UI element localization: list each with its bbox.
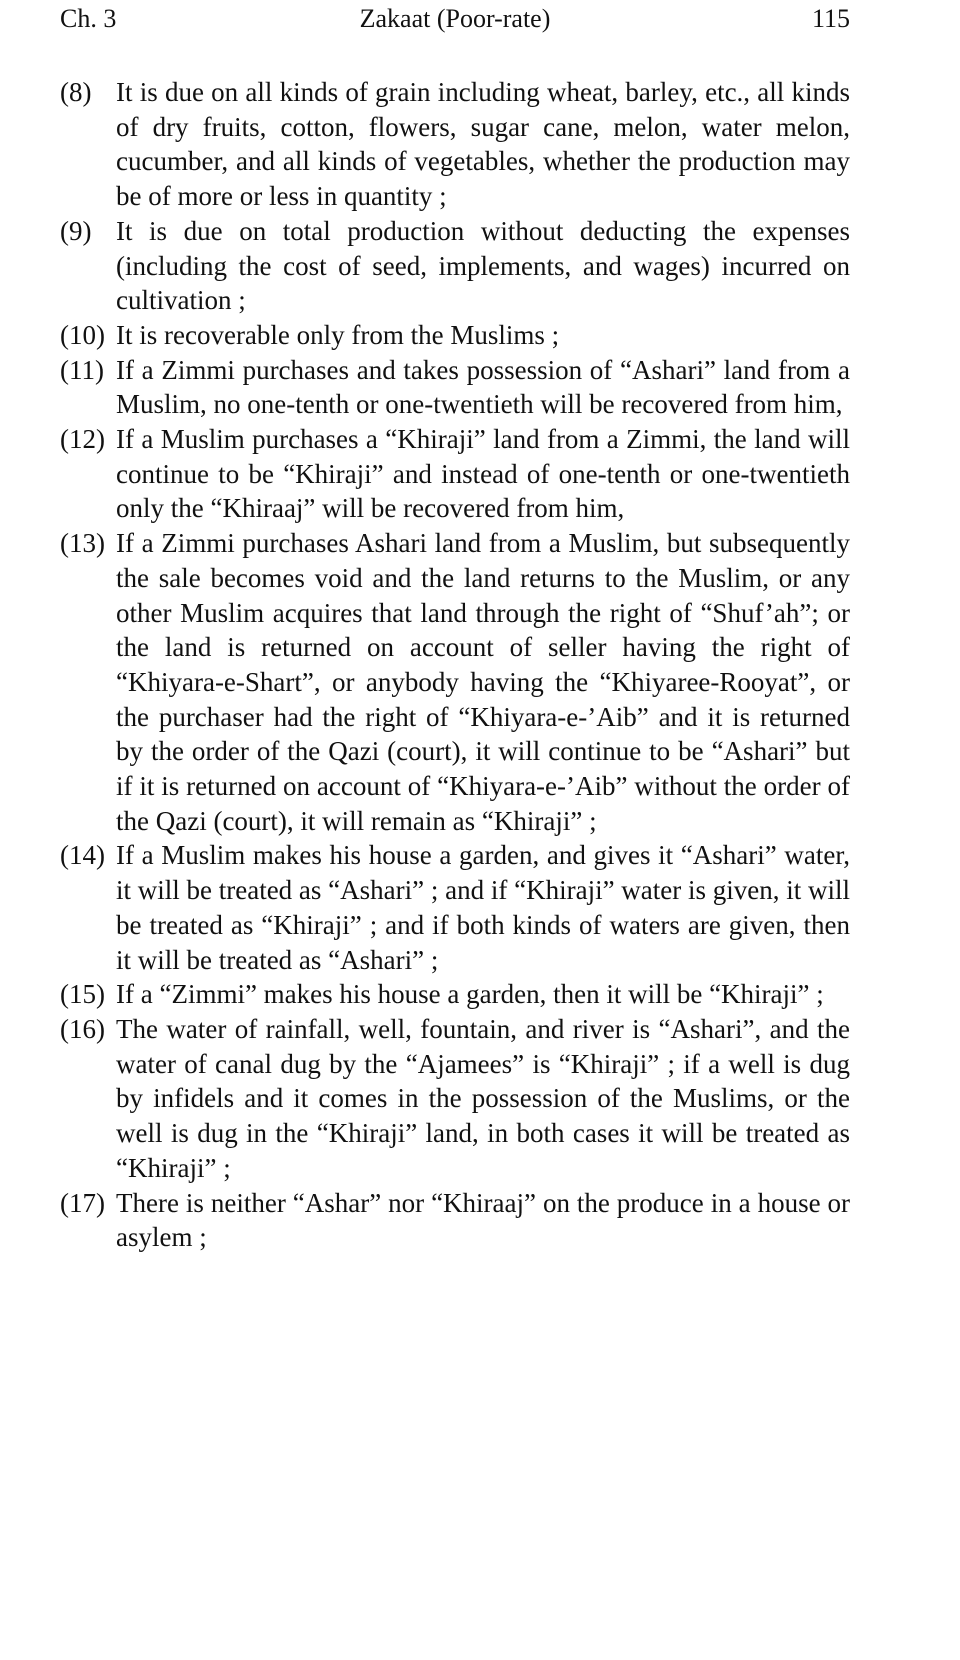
list-item — [60, 214, 850, 318]
running-head — [60, 2, 850, 36]
item-text: There is neither “Ashar” nor “Khiraaj” on the produce in a house or asylem ; — [116, 1187, 850, 1253]
page-number: 115 — [811, 4, 850, 33]
list-item — [60, 75, 850, 214]
item-text: If a Muslim purchases a “Khiraji” land from a Zimmi, the land will continue to be “Khiraji” and instead of one-tenth or one-twentieth only the “Khiraaj” will be recovered from him, — [116, 424, 850, 524]
item-number: (11) — [60, 354, 104, 385]
item-number: (10) — [60, 319, 105, 350]
item-text: If a “Zimmi” makes his house a garden, then it will be “Khiraji” ; — [116, 979, 824, 1010]
item-number: (12) — [60, 424, 105, 455]
list-item — [60, 526, 850, 838]
item-text: It is due on total production without deducting the expenses (including the cost of seed, implements, and wages) incurred on cultivation ; — [116, 215, 850, 316]
item-text: If a Muslim makes his house a garden, and gives it “Ashari” water, it will be treated as “Ashari” ; and if “Khiraji” water is given, it will be treated as “Khiraji” ; and if both kinds of waters are given, then it will be treated as “Ashari” ; — [116, 840, 851, 975]
list-item — [60, 977, 850, 1012]
item-text: It is recoverable only from the Muslims ; — [116, 319, 560, 350]
chapter-title: Zakaat (Poor-rate) — [359, 4, 551, 33]
item-text: It is due on all kinds of grain including wheat, barley, etc., all kinds of dry fruits, cotton, flowers, sugar cane, melon, water melon, cucumber, and all kinds of vegetables, whether the production may be of more or less in quantity ; — [116, 77, 850, 212]
list-item — [60, 353, 850, 422]
item-number: (13) — [60, 528, 105, 559]
item-text: The water of rainfall, well, fountain, and river is “Ashari”, and the water of canal dug by the “Ajamees” is “Khiraji” ; if a well is dug by infidels and it comes in the possession of the Muslims, or the well is dug in the “Khiraji” land, in both cases it will be treated as “Khiraji” ; — [116, 1013, 850, 1183]
list-item — [60, 838, 850, 977]
item-number: (9) — [60, 215, 92, 246]
item-number: (16) — [60, 1013, 105, 1044]
list-item — [60, 422, 850, 526]
list-item — [60, 318, 850, 353]
list-item — [60, 1012, 850, 1186]
list-item — [60, 1186, 850, 1255]
chapter-label: Ch. 3 — [60, 4, 117, 33]
item-text: If a Zimmi purchases Ashari land from a Muslim, but subsequently the sale becomes void and the land returns to the Muslim, or any other Muslim acquires that land through the right of “Shuf’ah”; or the land is returned on account of seller having the right of “Khiyara-e-Shart”, or anybody having the “Khiyaree-Rooyat”, or the purchaser had the right of “Khiyara-e-’Aib” and it is returned by the order of the Qazi (court), it will continue to be “Ashari” but if it is returned on account of “Khiyara-e-’Aib” without the order of the Qazi (court), it will remain as “Khiraji” ; — [116, 528, 850, 836]
item-number: (15) — [60, 979, 105, 1010]
item-text: If a Zimmi purchases and takes possession of “Ashari” land from a Muslim, no one-tenth or one-twentieth will be recovered from him, — [116, 354, 850, 420]
item-number: (8) — [60, 77, 92, 107]
item-number: (17) — [60, 1187, 105, 1218]
numbered-list — [60, 75, 850, 1255]
item-number: (14) — [60, 840, 105, 871]
